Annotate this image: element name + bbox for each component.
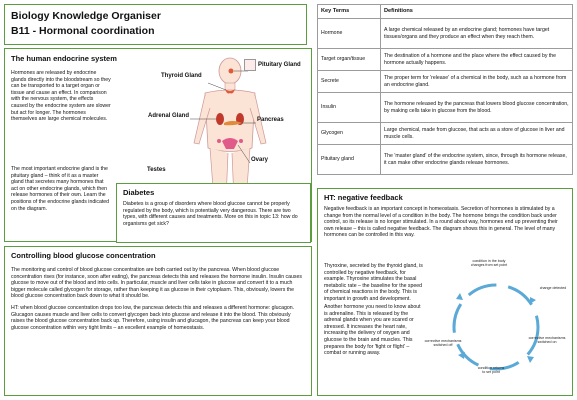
- definition-cell: The hormone released by the pancreas that lowers blood glucose concentration, by making cells take in glucose from the blood.: [381, 93, 573, 123]
- endocrine-para-1: Hormones are released by endocrine glands directly into the bloodstream so they can be transported to a target organ or tissue and cause an effect. In comparison with the nervous system, the effects caused by the endocrine system are slower but act for longer. The hormones themselves are large chemical molecules.: [11, 70, 111, 123]
- term-cell: Hormone: [318, 19, 381, 49]
- pituitary-marker: [229, 69, 234, 74]
- term-cell: Insulin: [318, 93, 381, 123]
- page-subtitle: B11 - Hormonal coordination: [11, 25, 155, 37]
- negative-feedback-para-3: Another hormone you need to know about is adrenaline. This is released by the adrenal glands when you are scared or stressed. It increases the heart rate, increasing the delivery of oxygen and glucose to the brain and muscles. This prepares the body for 'fight or flight' – combat or running away.: [324, 304, 421, 357]
- label-testes: Testes: [147, 167, 166, 173]
- blood-glucose-heading: Controlling blood glucose concentration: [11, 251, 156, 260]
- key-terms-table: [317, 4, 573, 175]
- table-row: [318, 19, 573, 49]
- table-row: [318, 123, 573, 145]
- negative-feedback-para-1: Negative feedback is an important concept in homeostasis. Secretion of hormones is stimulated by a change from the normal level of a condition in the body. The hormone brings the condition back under control, so its release is no longer stimulated. In a round about way, hormones end up preventing their own release – this is called negative feedback. The diagram shows this in general. The level of many hormones can be controlled in this way.: [324, 206, 558, 239]
- negative-feedback-heading: HT: negative feedback: [324, 193, 403, 202]
- diabetes-text: Diabetes is a group of disorders where blood glucose cannot be properly regulated by the body, which is potentially very dangerous. There are two types, with different causes and treatments. More on this in topic 13: how do organisms get sick?: [123, 201, 298, 227]
- term-cell: Glycogen: [318, 123, 381, 145]
- key-terms-header-term: Key Terms: [318, 5, 381, 19]
- key-terms-header-definition: Definitions: [381, 5, 573, 19]
- definition-cell: The destination of a hormone and the place where the effect caused by the hormone actually happens.: [381, 49, 573, 71]
- key-terms-header-row: [318, 5, 573, 19]
- label-thyroid: Thyroid Gland: [161, 73, 202, 79]
- cycle-label-right-top: change detected: [539, 286, 567, 290]
- definition-cell: Large chemical, made from glucose, that acts as a store of glucose in liver and muscle cells.: [381, 123, 573, 145]
- table-row: [318, 71, 573, 93]
- definition-cell: The proper term for 'release' of a chemical in the body, such as a hormone from an endocrine gland.: [381, 71, 573, 93]
- negative-feedback-para-2: Thyroxine, secreted by the thyroid gland, is controlled by negative feedback, for example. Thyroxine stimulates the basal metabolic rate – the baseline for the speed of chemical reactions in the body. This is important in growth and development.: [324, 263, 423, 302]
- diabetes-heading: Diabetes: [123, 188, 155, 197]
- page-title: Biology Knowledge Organiser: [11, 10, 161, 22]
- blood-glucose-para-1: The monitoring and control of blood glucose concentration are both carried out by the pancreas. When blood glucose concentration rises (for instance, soon after eating), the pancreas detects this and releases the hormone insulin. Insulin causes glucose to move out of the blood and into cells. In particular, muscle and liver cells take in glucose and convert it to a much bigger molecule called glycogen for storage, rather than keeping it as glucose in their cytoplasm. This, obviously, lowers the blood glucose concentration back down to what it should be.: [11, 267, 302, 300]
- label-adrenal: Adrenal Gland: [148, 113, 190, 119]
- term-cell: Pituitary gland: [318, 145, 381, 175]
- cycle-label-bottom: condition returns to set point: [477, 366, 505, 375]
- cycle-label-top: condition in the body changes from set point: [470, 259, 508, 268]
- adrenal-marker-left: [216, 113, 224, 125]
- diabetes-section: [116, 183, 311, 243]
- table-row: [318, 145, 573, 175]
- cycle-label-right-bottom: corrective mechanisms switched on: [528, 336, 566, 345]
- blood-glucose-para-2: HT: when blood glucose concentration drops too low, the pancreas detects this and releases a different hormone: glucagon. Glucagon causes muscle and liver cells to convert glycogen back into glucose and release it into the blood. This obviously raises the blood glucose concentration back up. Therefore, using insulin and glucagon, the pancreas can keep your blood glucose concentration within very tight limits – an excellent example of homeostasis.: [11, 304, 295, 331]
- endocrine-heading: The human endocrine system: [11, 54, 117, 63]
- blood-glucose-section: [4, 246, 312, 396]
- label-pituitary: Pituitary Gland: [258, 62, 301, 68]
- definition-cell: The 'master gland' of the endocrine system, since, through its hormone release, it can make other endocrine glands release hormones.: [381, 145, 573, 175]
- label-ovary: Ovary: [251, 157, 269, 163]
- table-row: [318, 93, 573, 123]
- table-row: [318, 49, 573, 71]
- endocrine-para-2: The most important endocrine gland is the pituitary gland – think of it as a master gland that secretes many hormones that act on other endocrine glands, which then release hormones of their own. Learn the positions of the endocrine glands indicated on the diagram.: [11, 166, 110, 212]
- label-pancreas: Pancreas: [257, 117, 284, 123]
- cycle-label-left-bottom: corrective mechanisms switched off: [424, 339, 462, 348]
- term-cell: Target organ/tissue: [318, 49, 381, 71]
- negative-feedback-section: [317, 188, 573, 396]
- definition-cell: A large chemical released by an endocrine gland; hormones have target tissues/organs and they produce an effect when they reach them.: [381, 19, 573, 49]
- term-cell: Secrete: [318, 71, 381, 93]
- pituitary-inset: [244, 59, 256, 71]
- title-box: [4, 4, 307, 45]
